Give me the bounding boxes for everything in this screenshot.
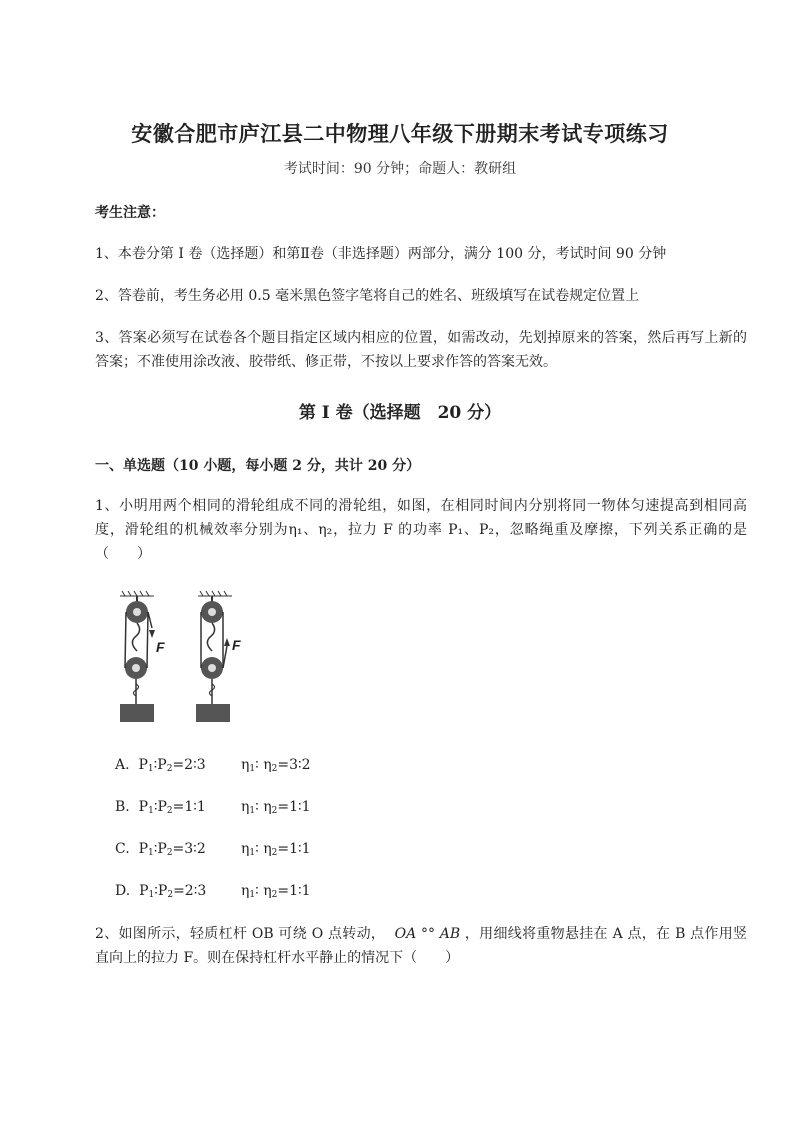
pulley-figure xyxy=(112,588,252,728)
question-1-text: 1、小明用两个相同的滑轮组成不同的滑轮组，如图，在相同时间内分别将同一物体匀速提高到相同高度，滑轮组的机械效率分别为η₁、η₂，拉力 F 的功率 P₁、P₂，忽略绳重及摩擦，下列关系正确的是（ ） xyxy=(95,498,747,562)
right-pulley-system xyxy=(196,596,241,722)
option-d[interactable]: D. $P_1∶P_2=2∶3$ $\eta_1∶$ $\eta_2=1∶1$ xyxy=(115,883,311,900)
power-ratio: =2∶3 xyxy=(172,757,206,773)
notice-item-3: 3、答案必须写在试卷各个题目指定区域内相应的位置，如需改动，先划掉原来的答案，然后再写上新的答案；不准使用涂改液、胶带纸、修正带，不按以上要求作答的答案无效。 xyxy=(95,330,747,370)
page-title: 安徽合肥市庐江县二中物理八年级下册期末考试专项练习 xyxy=(131,121,669,146)
efficiency-ratio: =1∶1 xyxy=(277,841,311,857)
section-title: 第 I 卷（选择题 20 分） xyxy=(298,403,502,423)
option-b[interactable]: B. $P_1∶P_2=1∶1$ $\eta_1∶$ $\eta_2=1∶1$ xyxy=(115,799,311,816)
force-label-right: F xyxy=(232,637,241,653)
force-label-left: F xyxy=(156,639,165,655)
option-letter: B. xyxy=(115,799,130,815)
power-ratio: =1∶1 xyxy=(172,799,206,815)
option-letter: C. xyxy=(115,841,130,857)
notice-item-2: 2、答卷前，考生务必用 0.5 毫米黑色签字笔将自己的姓名、班级填写在试卷规定位置上 xyxy=(95,288,640,304)
notice-heading: 考生注意： xyxy=(95,205,165,221)
question-2-rest: ，用细线将重物悬挂在 A 点，在 B 点作用竖直向上的拉力 F。则在保持杠杆水平静止的情况下（ ） xyxy=(95,926,747,966)
question-2-formula: OA °° AB xyxy=(394,926,461,942)
power-ratio: =3∶2 xyxy=(172,841,206,857)
power-ratio: =2∶3 xyxy=(173,883,207,899)
option-letter: D. xyxy=(115,883,131,899)
left-pulley-system xyxy=(120,596,165,722)
question-2-text xyxy=(95,922,747,970)
efficiency-ratio: =3∶2 xyxy=(277,757,311,773)
efficiency-ratio: =1∶1 xyxy=(277,799,311,815)
option-a[interactable]: A. $P_1∶P_2=2∶3$ $\eta_1∶$ $\eta_2=3∶2$ xyxy=(115,757,311,774)
efficiency-ratio: =1∶1 xyxy=(277,883,311,899)
option-c[interactable]: C. $P_1∶P_2=3∶2$ $\eta_1∶$ $\eta_2=1∶1$ xyxy=(115,841,311,858)
part-title: 一、单选题（10 小题，每小题 2 分，共计 20 分） xyxy=(95,458,421,474)
exam-info: 考试时间：90 分钟；命题人：教研组 xyxy=(283,161,517,177)
notice-item-1: 1、本卷分第 I 卷（选择题）和第Ⅱ卷（非选择题）两部分，满分 100 分，考试时间 90 分钟 xyxy=(95,246,667,262)
question-2-lead: 2、如图所示，轻质杠杆 OB 可绕 O 点转动， xyxy=(95,926,386,942)
option-letter: A. xyxy=(115,757,130,773)
